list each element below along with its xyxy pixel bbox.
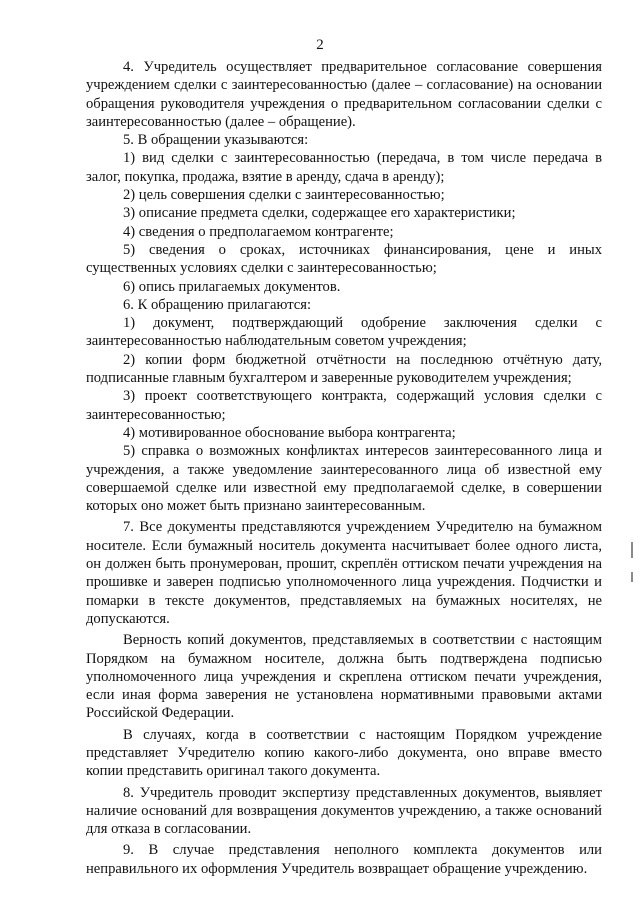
paragraph-7-originals: В случаях, когда в соответствии с настоящим Порядком учреждение представляет Учредителю копию какого-либо документа, оно вправе вместо копии представить оригинал такого документа. — [86, 726, 602, 780]
paragraph-5-heading: 5. В обращении указываются: — [123, 132, 309, 149]
scan-edge-mark — [631, 542, 633, 558]
paragraph-5-item-4: 4) сведения о предполагаемом контрагенте; — [123, 223, 394, 240]
paragraph-6-heading: 6. К обращению прилагаются: — [123, 296, 312, 313]
paragraph-5-item-3: 3) описание предмета сделки, содержащее его характеристики; — [123, 205, 516, 222]
page-number: 2 — [316, 37, 324, 53]
paragraph-8: 8. Учредитель проводит экспертизу представленных документов, выявляет наличие оснований для возвращения документов учреждению, а также оснований для отказа в согласовании. — [86, 784, 602, 838]
paragraph-7-copies: Верность копий документов, представляемых в соответствии с настоящим Порядком на бумажном носителе, должна быть подтверждена подписью уполномоченного лица учреждения и скреплена оттиском печати учреждения, если иная форма заверения не установлена нормативными правовыми актами Российской Федерации. — [86, 632, 602, 722]
paragraph-5-item-5: 5) сведения о сроках, источниках финансирования, цене и иных существенных условиях сделки с заинтересованностью; — [86, 241, 602, 277]
paragraph-6-item-3: 3) проект соответствующего контракта, содержащий условия сделки с заинтересованностью; — [86, 388, 602, 423]
paragraph-5-item-1: 1) вид сделки с заинтересованностью (передача, в том числе передача в залог, покупка, продажа, взятие в аренду, сдача в аренду); — [86, 150, 602, 185]
paragraph-5-item-2: 2) цель совершения сделки с заинтересованностью; — [123, 187, 445, 204]
paragraph-6-item-2: 2) копии форм бюджетной отчётности на последнюю отчётную дату, подписанные главным бухгалтером и заверенные руководителем учреждения; — [86, 351, 602, 387]
paragraph-6-item-4: 4) мотивированное обоснование выбора контрагента; — [123, 424, 456, 441]
paragraph-6-item-1: 1) документ, подтверждающий одобрение заключения сделки с заинтересованностью наблюдательным советом учреждения; — [86, 315, 602, 350]
paragraph-6-item-5: 5) справка о возможных конфликтах интересов заинтересованного лица и учреждения, а также уведомление заинтересованного лица об известной ему совершаемой сделке или известной ему предполагаемой сделке, в совершении которых оно может быть признано заинтересованным. — [86, 443, 602, 515]
paragraph-7: 7. Все документы представляются учреждением Учредителю на бумажном носителе. Если бумажный носитель документа насчитывает более одного листа, он должен быть пронумерован, прошит, скреплён оттиском печати учреждения на прошивке и заверен подписью уполномоченного лица учреждения. Подчистки и помарки в тексте документов, представляемых на бумажных носителях, не допускаются. — [86, 519, 602, 627]
paragraph-5-item-6: 6) опись прилагаемых документов. — [123, 278, 341, 295]
paragraph-4: 4. Учредитель осуществляет предварительное согласование совершения учреждением сделки с заинтересованностью (далее – согласование) на основании обращения руководителя учреждения о предварительном согласовании сделки с заинтересованностью (далее – обращение). — [86, 59, 602, 130]
paragraph-9: 9. В случае представления неполного комплекта документов или неправильного их оформления Учредитель возвращает обращение учреждению. — [86, 842, 602, 877]
scan-edge-mark — [631, 572, 633, 582]
document-body — [86, 58, 602, 878]
